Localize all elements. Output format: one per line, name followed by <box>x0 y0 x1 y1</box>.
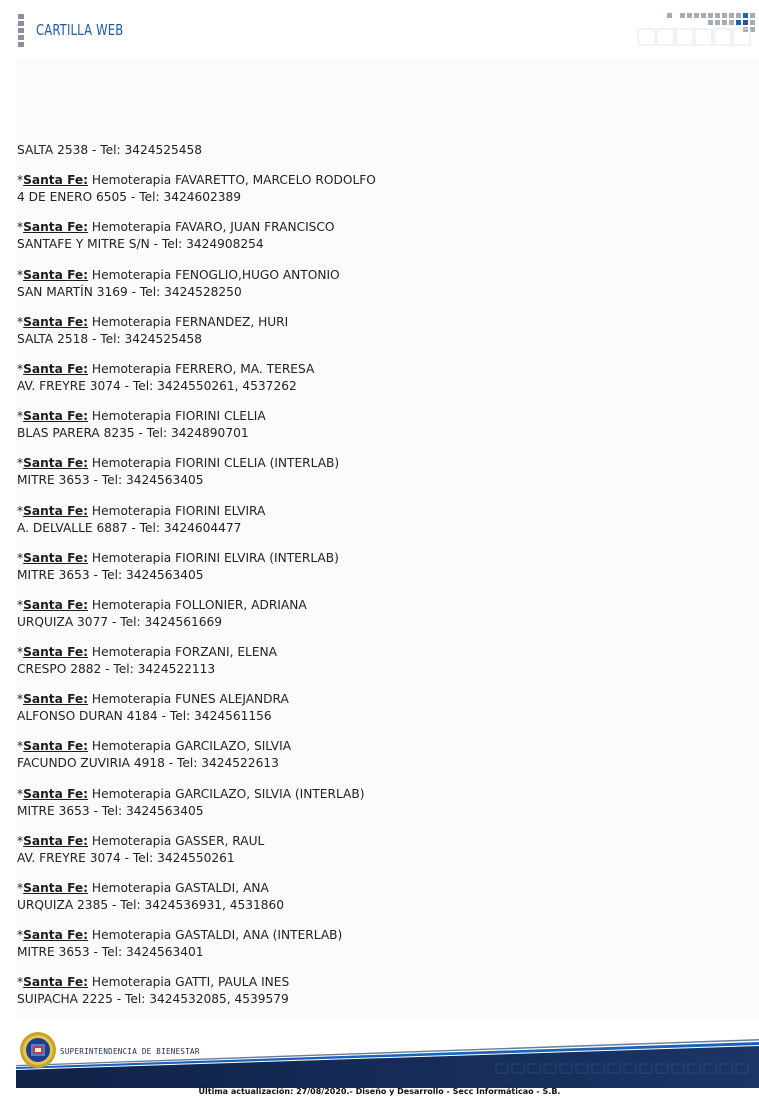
entry-prefix: * <box>17 550 24 565</box>
entry-address: 4 DE ENERO 6505 - Tel: 3424602389 <box>17 190 241 205</box>
entry-city: Santa Fe: <box>23 597 89 612</box>
entry-city: Santa Fe: <box>23 503 89 518</box>
entry-address: URQUIZA 3077 - Tel: 3424561669 <box>17 614 222 629</box>
entry-address: SUIPACHA 2225 - Tel: 3424532085, 4539579 <box>17 992 289 1007</box>
entry-name: Hemoterapia FIORINI CLELIA (INTERLAB) <box>88 456 340 471</box>
entry-city: Santa Fe: <box>23 550 89 565</box>
entry-prefix: * <box>17 314 24 329</box>
entry-city: Santa Fe: <box>23 220 89 235</box>
entry-name: Hemoterapia FIORINI ELVIRA (INTERLAB) <box>88 550 339 565</box>
entry-title-line <box>17 644 737 661</box>
entry-city: Santa Fe: <box>23 361 89 376</box>
list-item <box>17 786 737 820</box>
entry-title-line <box>17 691 737 708</box>
list-item <box>17 738 737 772</box>
header-title: CARTILLA WEB <box>36 21 124 39</box>
entry-name: Hemoterapia FOLLONIER, ADRIANA <box>88 597 307 612</box>
entry-address: FACUNDO ZUVIRIA 4918 - Tel: 3424522613 <box>17 756 279 771</box>
entry-address: AV. FREYRE 3074 - Tel: 3424550261, 4537262 <box>17 378 297 393</box>
entry-prefix: * <box>17 833 24 848</box>
entry-prefix: * <box>17 503 24 518</box>
entry-prefix: * <box>17 456 24 471</box>
footer-banner <box>16 1028 759 1088</box>
list-item <box>17 142 737 159</box>
entry-city: Santa Fe: <box>23 314 89 329</box>
entry-address: SAN MARTÍN 3169 - Tel: 3424528250 <box>17 284 242 299</box>
list-item <box>17 361 737 395</box>
entry-city: Santa Fe: <box>23 267 89 282</box>
list-item <box>17 503 737 537</box>
entry-title-line <box>17 880 737 897</box>
entry-city: Santa Fe: <box>23 833 89 848</box>
entry-title-line <box>17 786 737 803</box>
list-item <box>17 974 737 1008</box>
header-bar-icon <box>18 14 24 47</box>
entry-city: Santa Fe: <box>23 881 89 895</box>
entry-prefix: * <box>17 975 24 990</box>
entry-address: ALFONSO DURAN 4184 - Tel: 3424561156 <box>17 709 272 724</box>
list-item <box>17 172 737 206</box>
list-item <box>17 880 737 914</box>
entry-address: MITRE 3653 - Tel: 3424563405 <box>17 473 204 488</box>
entry-name: Hemoterapia FERRERO, MA. TERESA <box>88 361 315 376</box>
list-item <box>17 644 737 678</box>
entry-title-line <box>17 314 737 331</box>
entry-title-line <box>17 503 737 520</box>
entry-address: MITRE 3653 - Tel: 3424563401 <box>17 945 204 960</box>
provider-list <box>17 142 737 1022</box>
entry-title-line <box>17 408 737 425</box>
entry-name: Hemoterapia GATTI, PAULA INES <box>88 975 290 990</box>
footer-update: Última actualización: 27/08/2020.- Diseño y Desarrollo - Secc Informáticao - S.B. <box>198 1087 561 1096</box>
entry-name: Hemoterapia GARCILAZO, SILVIA (INTERLAB) <box>88 786 365 801</box>
entry-prefix: * <box>17 881 24 895</box>
entry-title-line <box>17 219 737 236</box>
entry-city: Santa Fe: <box>23 645 89 660</box>
entry-name: Hemoterapia GARCILAZO, SILVIA <box>88 739 292 754</box>
entry-prefix: * <box>17 361 24 376</box>
list-item <box>17 833 737 867</box>
address-line: SALTA 2538 - Tel: 3424525458 <box>17 143 203 157</box>
entry-title-line <box>17 927 737 944</box>
list-item <box>17 314 737 348</box>
entry-address: SANTAFE Y MITRE S/N - Tel: 3424908254 <box>17 237 264 252</box>
entry-title-line <box>17 455 737 472</box>
list-item <box>17 455 737 489</box>
entry-address: BLAS PARERA 8235 - Tel: 3424890701 <box>17 426 249 441</box>
entry-name: Hemoterapia GASSER, RAUL <box>88 833 265 848</box>
entry-city: Santa Fe: <box>23 786 89 801</box>
entry-name: Hemoterapia FUNES ALEJANDRA <box>88 692 289 707</box>
logo-seal-icon <box>19 1031 57 1069</box>
entry-prefix: * <box>17 267 24 282</box>
entry-name: Hemoterapia FAVARO, JUAN FRANCISCO <box>88 220 335 235</box>
entry-name: Hemoterapia FERNANDEZ, HURI <box>88 314 289 329</box>
entry-name: Hemoterapia FIORINI CLELIA <box>88 409 266 424</box>
entry-title-line <box>17 361 737 378</box>
entry-prefix: * <box>17 692 24 707</box>
list-item <box>17 927 737 961</box>
entry-title-line <box>17 172 737 189</box>
entry-prefix: * <box>17 786 24 801</box>
entry-city: Santa Fe: <box>23 739 89 754</box>
entry-city: Santa Fe: <box>23 928 89 943</box>
entry-title-line <box>17 833 737 850</box>
list-item <box>17 550 737 584</box>
entry-name: Hemoterapia GASTALDI, ANA <box>88 881 269 895</box>
entry-address: AV. FREYRE 3074 - Tel: 3424550261 <box>17 850 235 865</box>
entry-city: Santa Fe: <box>23 975 89 990</box>
list-item <box>17 267 737 301</box>
entry-prefix: * <box>17 220 24 235</box>
entry-title-line <box>17 550 737 567</box>
entry-title-line <box>17 267 737 284</box>
entry-prefix: * <box>17 409 24 424</box>
entry-title-line <box>17 738 737 755</box>
entry-prefix: * <box>17 597 24 612</box>
list-item <box>17 408 737 442</box>
entry-city: Santa Fe: <box>23 692 89 707</box>
entry-address: A. DELVALLE 6887 - Tel: 3424604477 <box>17 520 242 535</box>
entry-city: Santa Fe: <box>23 456 89 471</box>
entry-name: Hemoterapia GASTALDI, ANA (INTERLAB) <box>88 928 343 943</box>
entry-address: MITRE 3653 - Tel: 3424563405 <box>17 567 204 582</box>
footer-org: SUPERINTENDENCIA DE BIENESTAR <box>60 1047 200 1056</box>
entry-address: SALTA 2518 - Tel: 3424525458 <box>17 331 203 346</box>
entry-address: MITRE 3653 - Tel: 3424563405 <box>17 803 204 818</box>
entry-title-line <box>17 974 737 991</box>
entry-title-line <box>17 597 737 614</box>
entry-prefix: * <box>17 645 24 660</box>
entry-address: CRESPO 2882 - Tel: 3424522113 <box>17 662 216 677</box>
list-item <box>17 597 737 631</box>
entry-prefix: * <box>17 173 24 188</box>
entry-city: Santa Fe: <box>23 173 89 188</box>
entry-name: Hemoterapia FENOGLIO,HUGO ANTONIO <box>88 267 340 282</box>
entry-prefix: * <box>17 928 24 943</box>
entry-address: URQUIZA 2385 - Tel: 3424536931, 4531860 <box>17 898 285 912</box>
list-item <box>17 691 737 725</box>
entry-prefix: * <box>17 739 24 754</box>
entry-name: Hemoterapia FIORINI ELVIRA <box>88 503 266 518</box>
entry-name: Hemoterapia FORZANI, ELENA <box>88 645 277 660</box>
entry-city: Santa Fe: <box>23 409 89 424</box>
list-item <box>17 219 737 253</box>
entry-name: Hemoterapia FAVARETTO, MARCELO RODOLFO <box>88 173 376 188</box>
header-squares-icon <box>636 12 759 46</box>
